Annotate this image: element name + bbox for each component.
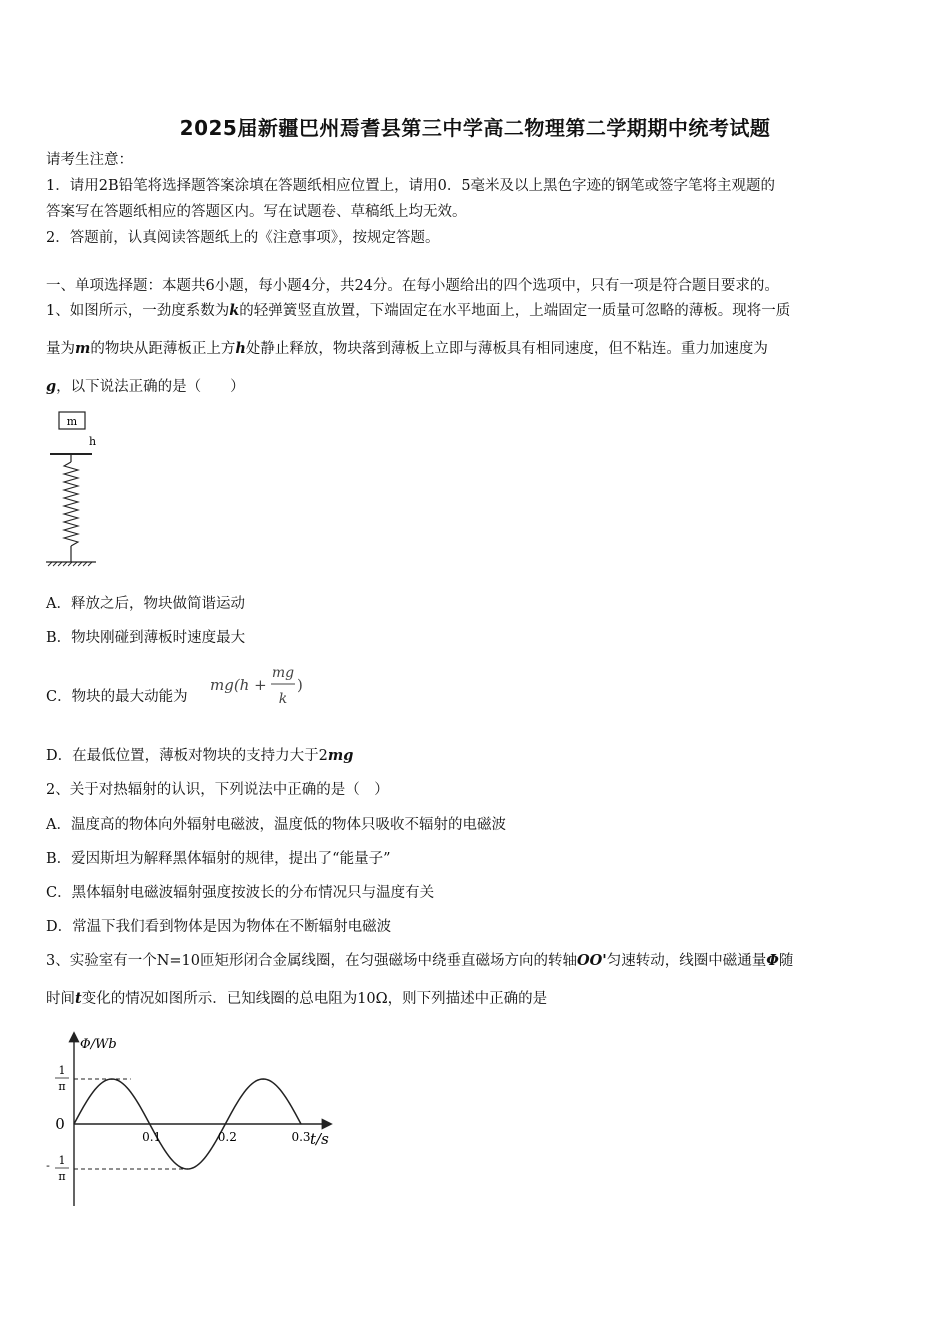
q1-option-a: A．释放之后，物块做简谐运动: [46, 596, 245, 612]
x-axis-label: t/s: [310, 1130, 329, 1148]
q1-option-d-text: D．在最低位置，薄板对物块的支持力大于2: [46, 748, 328, 764]
q2-option-a: A．温度高的物体向外辐射电磁波，温度低的物体只吸收不辐射的电磁波: [46, 817, 506, 833]
y-tick-neg-sign: -: [46, 1159, 50, 1172]
flux-chart: [40, 1028, 340, 1210]
q1-text: 量为: [46, 341, 75, 357]
x-tick-label: 0.3: [291, 1130, 311, 1144]
flux-data-point: [263, 1078, 264, 1079]
q1-option-d: [46, 746, 353, 766]
flux-data-point: [168, 1155, 169, 1156]
y-tick-pos-num: 1: [58, 1064, 66, 1077]
y-tick-neg-num: 1: [58, 1154, 66, 1167]
notice-item-2: 2．答题前，认真阅读答题纸上的《注意事项》，按规定答题。: [46, 230, 440, 246]
q3-text: 变化的情况如图所示．已知线圈的总电阻为10Ω，则下列描述中正确的是: [81, 991, 548, 1007]
q1-stem-line3: [46, 377, 245, 397]
q2-option-b: B．爱因斯坦为解释黑体辐射的规律，提出了“能量子”: [46, 851, 391, 867]
formula-prefix: mg(h +: [210, 676, 267, 694]
y-axis-label: Φ/Wb: [80, 1037, 117, 1052]
notice-heading: 请考生注意：: [46, 152, 133, 168]
flux-data-point: [300, 1123, 301, 1124]
flux-data-point: [206, 1155, 207, 1156]
q1-text: 的物块从距薄板正上方: [90, 341, 236, 357]
formula-denominator: k: [278, 691, 288, 707]
q1-text: 1、如图所示，一劲度系数为: [46, 303, 230, 319]
q1-option-c: C．物块的最大动能为: [46, 689, 188, 705]
q2-stem: 2、关于对热辐射的认识，下列说法中正确的是（ ）: [46, 782, 389, 798]
q1-var-m: m: [75, 340, 91, 357]
q1-var-g: g: [46, 378, 57, 395]
q3-stem-line1: [46, 951, 793, 971]
exam-title: 2025届新疆巴州焉耆县第三中学高二物理第二学期期中统考试题: [179, 116, 771, 140]
y-tick-neg-den: π: [58, 1170, 66, 1183]
section-heading: 一、单项选择题：本题共6小题，每小题4分，共24分。在每小题给出的四个选项中，只有一项是符合题目要求的。: [46, 278, 779, 294]
flux-data-point: [187, 1168, 188, 1169]
q1-var-k: k: [229, 302, 240, 319]
height-label: h: [89, 435, 97, 448]
y-tick-pos-den: π: [58, 1080, 66, 1093]
q1-stem-line1: [46, 301, 790, 321]
q1-var-h: h: [235, 340, 246, 357]
x-tick-label: 0.2: [217, 1130, 237, 1144]
spring-figure: [40, 408, 120, 570]
flux-data-point: [244, 1092, 245, 1093]
flux-data-point: [130, 1092, 131, 1093]
spring: [64, 462, 78, 546]
x-tick-label: 0.1: [142, 1130, 162, 1144]
flux-data-point: [149, 1123, 150, 1124]
q3-stem-line2: [46, 989, 547, 1009]
q1-text: 处静止释放，物块落到薄板上立即与薄板具有相同速度，但不粘连。重力加速度为: [245, 341, 768, 357]
q1-option-c-formula: [208, 660, 308, 712]
notice-item-1-cont: 答案写在答题纸相应的答题区内。写在试题卷、草稿纸上均无效。: [46, 204, 467, 220]
q3-var-t: t: [75, 990, 82, 1007]
formula-numerator: mg: [271, 665, 295, 681]
flux-data-point: [73, 1123, 74, 1124]
q3-axis: OO': [577, 952, 607, 969]
q3-text: 时间: [46, 991, 75, 1007]
flux-data-point: [111, 1078, 112, 1079]
notice-item-1: 1．请用2B铅笔将选择题答案涂填在答题纸相应位置上，请用0．5毫米及以上黑色字迹的钢笔或签字笔将主观题的: [46, 178, 776, 194]
formula-suffix: ): [297, 676, 303, 694]
block-label: m: [66, 415, 78, 428]
flux-data-point: [225, 1123, 226, 1124]
q1-text: ，以下说法正确的是（ ）: [56, 379, 245, 395]
q1-option-d-mg: mg: [327, 747, 354, 764]
q3-phi: Φ: [766, 952, 779, 969]
origin-label: 0: [55, 1115, 65, 1133]
flux-data-point: [281, 1092, 282, 1093]
q2-option-c: C．黑体辐射电磁波辐射强度按波长的分布情况只与温度有关: [46, 885, 435, 901]
q3-text: 3、实验室有一个N=10匝矩形闭合金属线圈，在匀强磁场中绕垂直磁场方向的转轴: [46, 953, 578, 969]
q2-option-d: D．常温下我们看到物体是因为物体在不断辐射电磁波: [46, 919, 392, 935]
q1-option-b: B．物块刚碰到薄板时速度最大: [46, 630, 246, 646]
flux-data-point: [92, 1092, 93, 1093]
q3-text: 匀速转动，线圈中磁通量: [606, 953, 767, 969]
q1-stem-line2: [46, 339, 768, 359]
q3-text: 随: [778, 953, 794, 969]
q1-text: 的轻弹簧竖直放置，下端固定在水平地面上，上端固定一质量可忽略的薄板。现将一质: [239, 303, 791, 319]
